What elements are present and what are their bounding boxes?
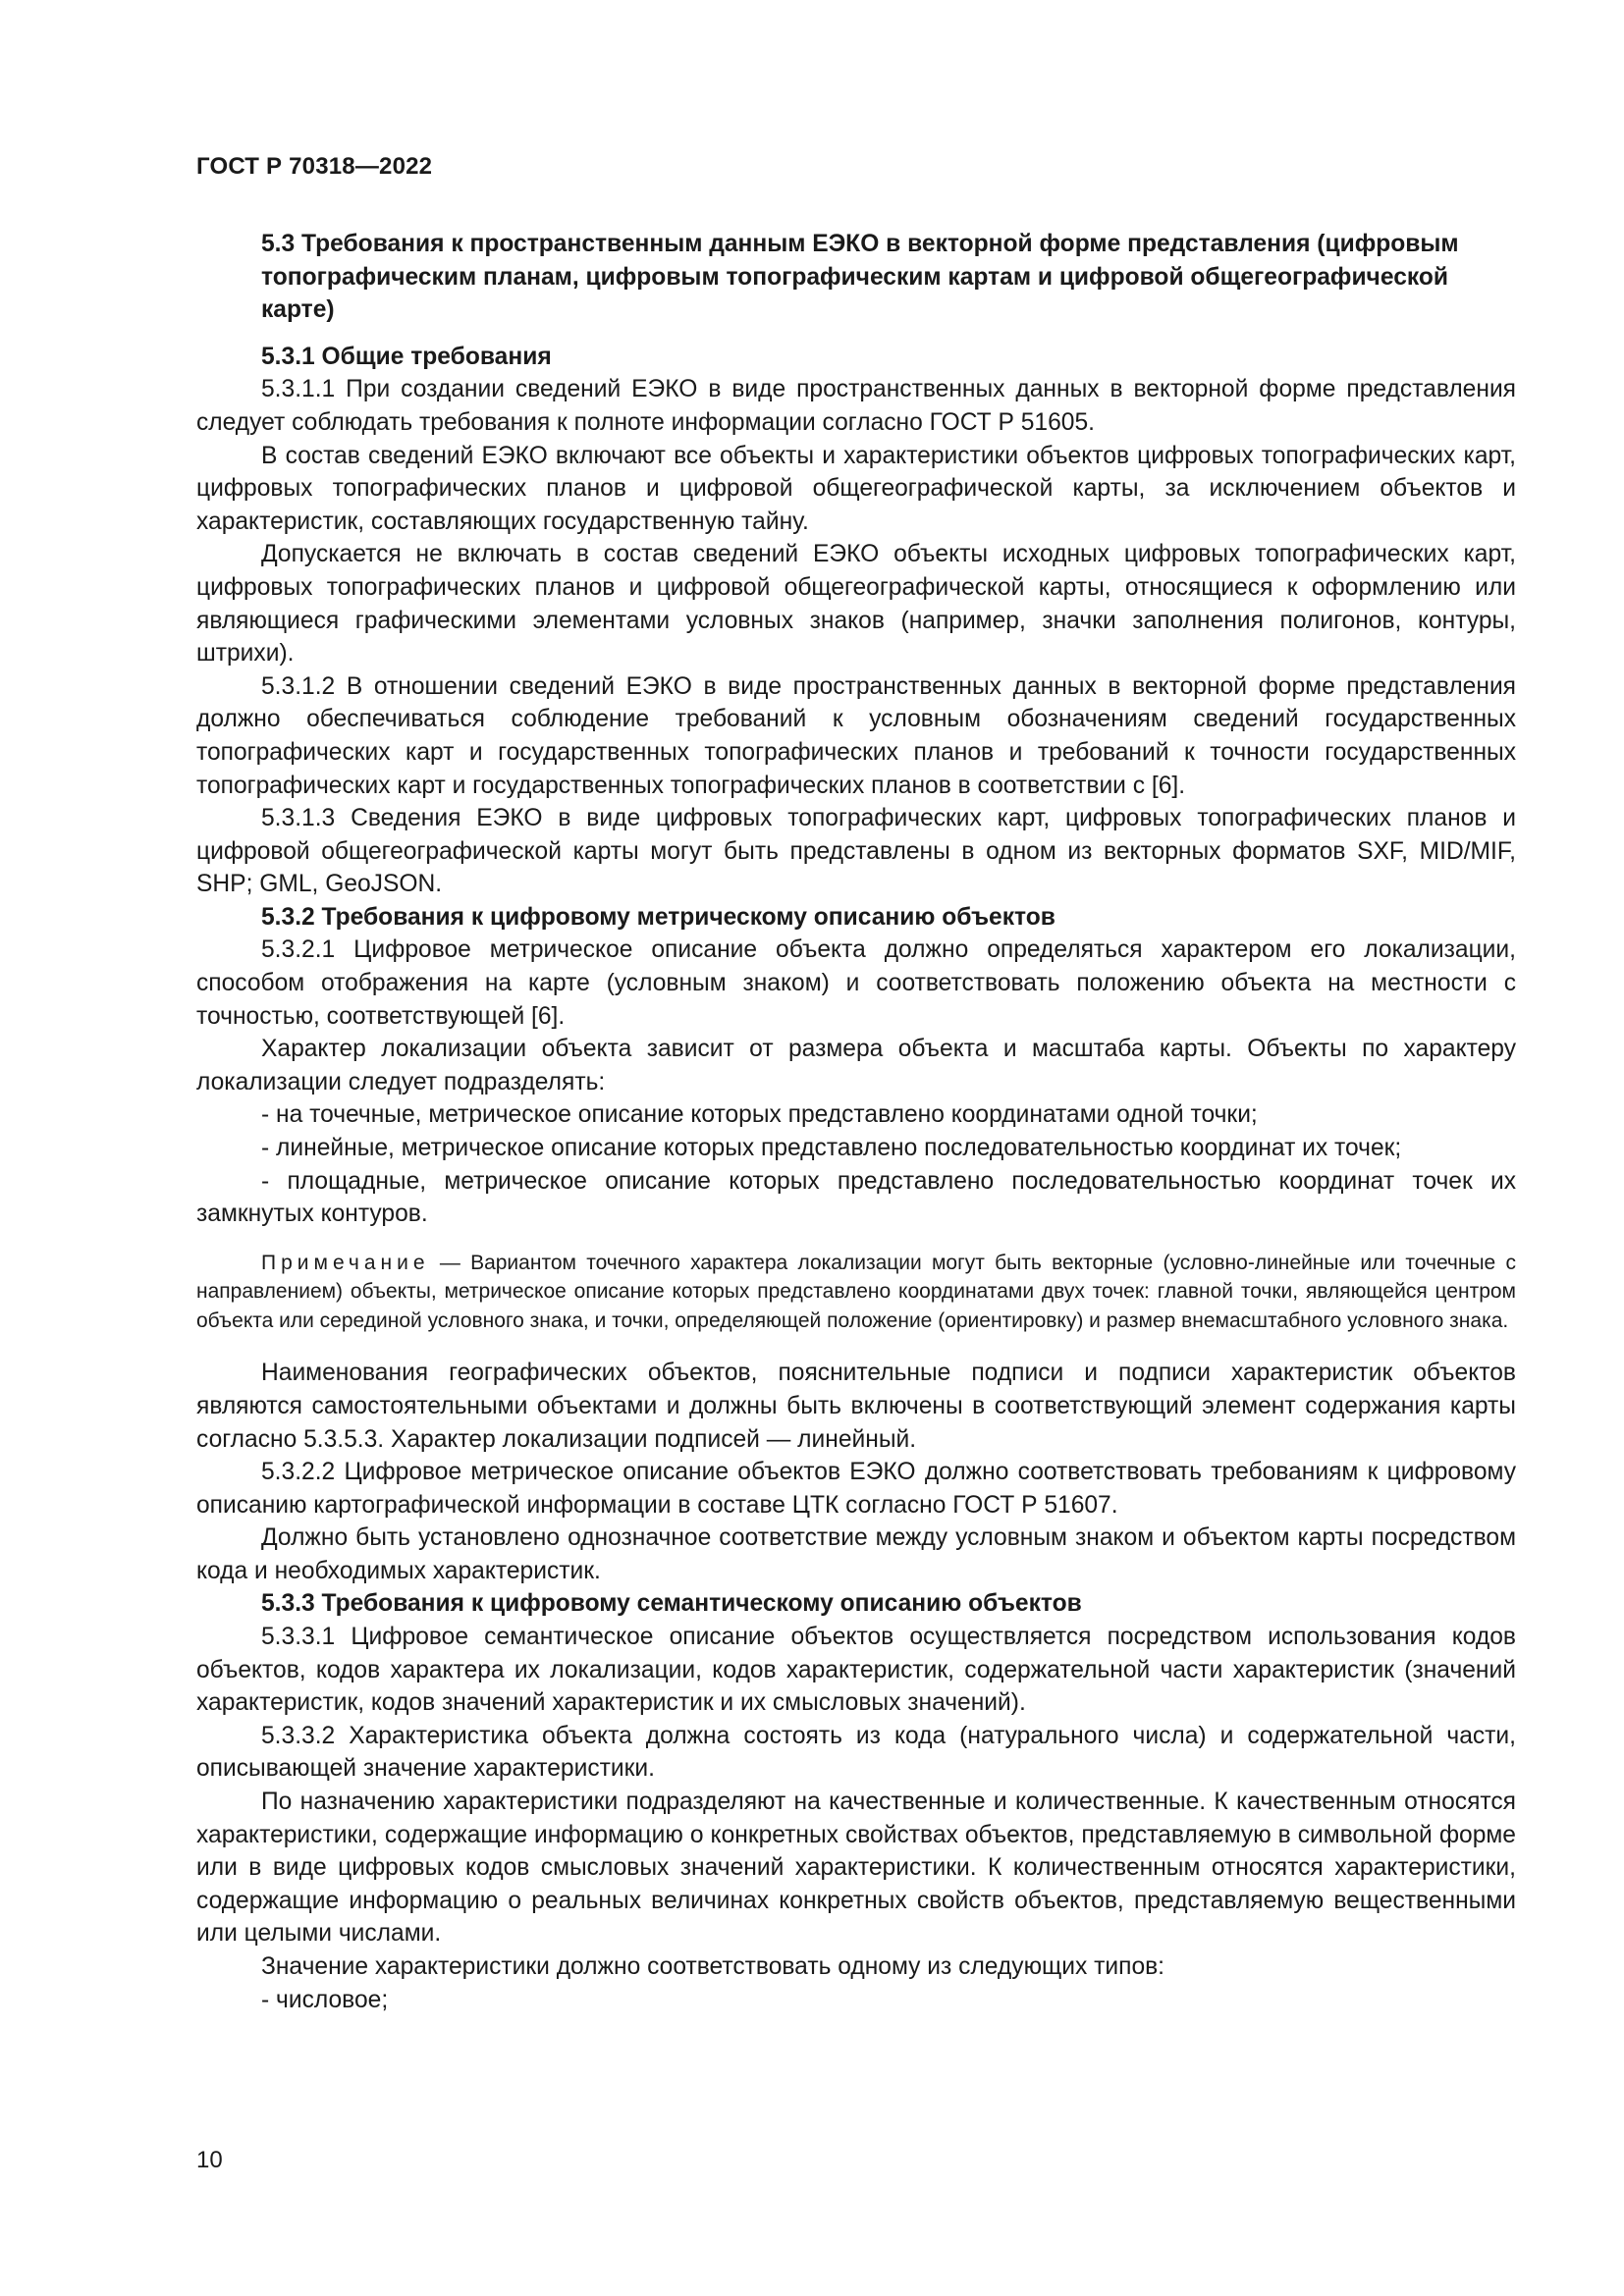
paragraph: Наименования географических объектов, пояснительные подписи и подписи характеристик объектов являются самостоятельными объектами и должны быть включены в соответствующий элемент содержания карты согласно 5.3.5.3. Характер локализации подписей — линейный. [196, 1360, 1516, 1453]
paragraph: Характер локализации объекта зависит от размера объекта и масштаба карты. Объекты по характеру локализации следует подразделять: [196, 1036, 1516, 1095]
page-number: 10 [196, 2147, 223, 2173]
paragraph: 5.3.1.2 В отношении сведений ЕЭКО в виде пространственных данных в векторной форме представления должно обеспечиваться соблюдение требований к условным обозначениям сведений государственных топографических карт и государственных топографических планов и требований к точности государственных топографических карт и государственных топографических планов в соответствии с [6]. [196, 672, 1516, 799]
paragraph: Значение характеристики должно соответствовать одному из следующих типов: [261, 1953, 1165, 1980]
list-item: - числовое; [261, 1986, 389, 2013]
note-text: — Вариантом точечного характера локализации могут быть векторные (условно-линейные или точечные с направлением) объекты, метрическое описание которых представлено координатами двух точек: главной точки, являющейся центром объекта или серединой условного знака, и точки, определяющей положение (ориентировку) и размер внемасштабного условного знака. [196, 1251, 1516, 1332]
list-item: - на точечные, метрическое описание которых представлено координатами одной точки; [261, 1101, 1258, 1129]
subsection-heading-5-3-1: 5.3.1 Общие требования [261, 343, 552, 370]
subsection-heading-5-3-3: 5.3.3 Требования к цифровому семантическому описанию объектов [261, 1590, 1082, 1618]
document-body [196, 228, 1516, 2016]
section-title: 5.3 Требования к пространственным данным ЕЭКО в векторной форме представления (цифровым топографическим планам, цифровым топографическим картам и цифровой общегеографической карте) [261, 231, 1459, 324]
subsection-heading-5-3-2: 5.3.2 Требования к цифровому метрическому описанию объектов [261, 903, 1056, 931]
note-label: Примечание [261, 1251, 430, 1274]
paragraph: 5.3.2.2 Цифровое метрическое описание объектов ЕЭКО должно соответствовать требованиям к цифровому описанию картографической информации в составе ЦТК согласно ГОСТ Р 51607. [196, 1459, 1516, 1519]
note [196, 1249, 1516, 1336]
paragraph: 5.3.1.3 Сведения ЕЭКО в виде цифровых топографических карт, цифровых топографических планов и цифровой общегеографической карты могут быть представлены в одном из векторных форматов SXF, MID/MIF, SHP; GML, GeoJSON. [196, 805, 1516, 898]
list-item: - линейные, метрическое описание которых представлено последовательностью координат их точек; [261, 1135, 1402, 1162]
list-item: - площадные, метрическое описание которых представлено последовательностью координат точек их замкнутых контуров. [196, 1167, 1516, 1228]
paragraph: Должно быть установлено однозначное соответствие между условным знаком и объектом карты посредством кода и необходимых характеристик. [196, 1524, 1516, 1584]
paragraph: 5.3.2.1 Цифровое метрическое описание объекта должно определяться характером его локализации, способом отображения на карте (условным знаком) и соответствовать положению объекта на местности с точностью, соответствующей [6]. [196, 936, 1516, 1030]
paragraph: Допускается не включать в состав сведений ЕЭКО объекты исходных цифровых топографических карт, цифровых топографических планов и цифровой общегеографической карты, относящиеся к оформлению или являющиеся графическими элементами условных знаков (например, значки заполнения полигонов, контуры, штрихи). [196, 541, 1516, 667]
paragraph: 5.3.1.1 При создании сведений ЕЭКО в виде пространственных данных в векторной форме представления следует соблюдать требования к полноте информации согласно ГОСТ Р 51605. [196, 376, 1516, 436]
paragraph: По назначению характеристики подразделяют на качественные и количественные. К качественным относятся характеристики, содержащие информацию о конкретных свойствах объектов, представляемую в символьной форме или в виде цифровых кодов смысловых значений характеристики. К количественным относятся характеристики, содержащие информацию о реальных величинах конкретных свойств объектов, представляемую вещественными или целыми числами. [196, 1789, 1516, 1948]
paragraph: 5.3.3.1 Цифровое семантическое описание объектов осуществляется посредством использования кодов объектов, кодов характера их локализации, кодов характеристик, содержательной части характеристик (значений характеристик, кодов значений характеристик и их смысловых значений). [196, 1624, 1516, 1717]
paragraph: В состав сведений ЕЭКО включают все объекты и характеристики объектов цифровых топографических карт, цифровых топографических планов и цифровой общегеографической карты, за исключением объектов и характеристик, составляющих государственную тайну. [196, 442, 1516, 535]
document-code-header: ГОСТ Р 70318—2022 [196, 153, 433, 180]
paragraph: 5.3.3.2 Характеристика объекта должна состоять из кода (натурального числа) и содержательной части, описывающей значение характеристики. [196, 1722, 1516, 1783]
